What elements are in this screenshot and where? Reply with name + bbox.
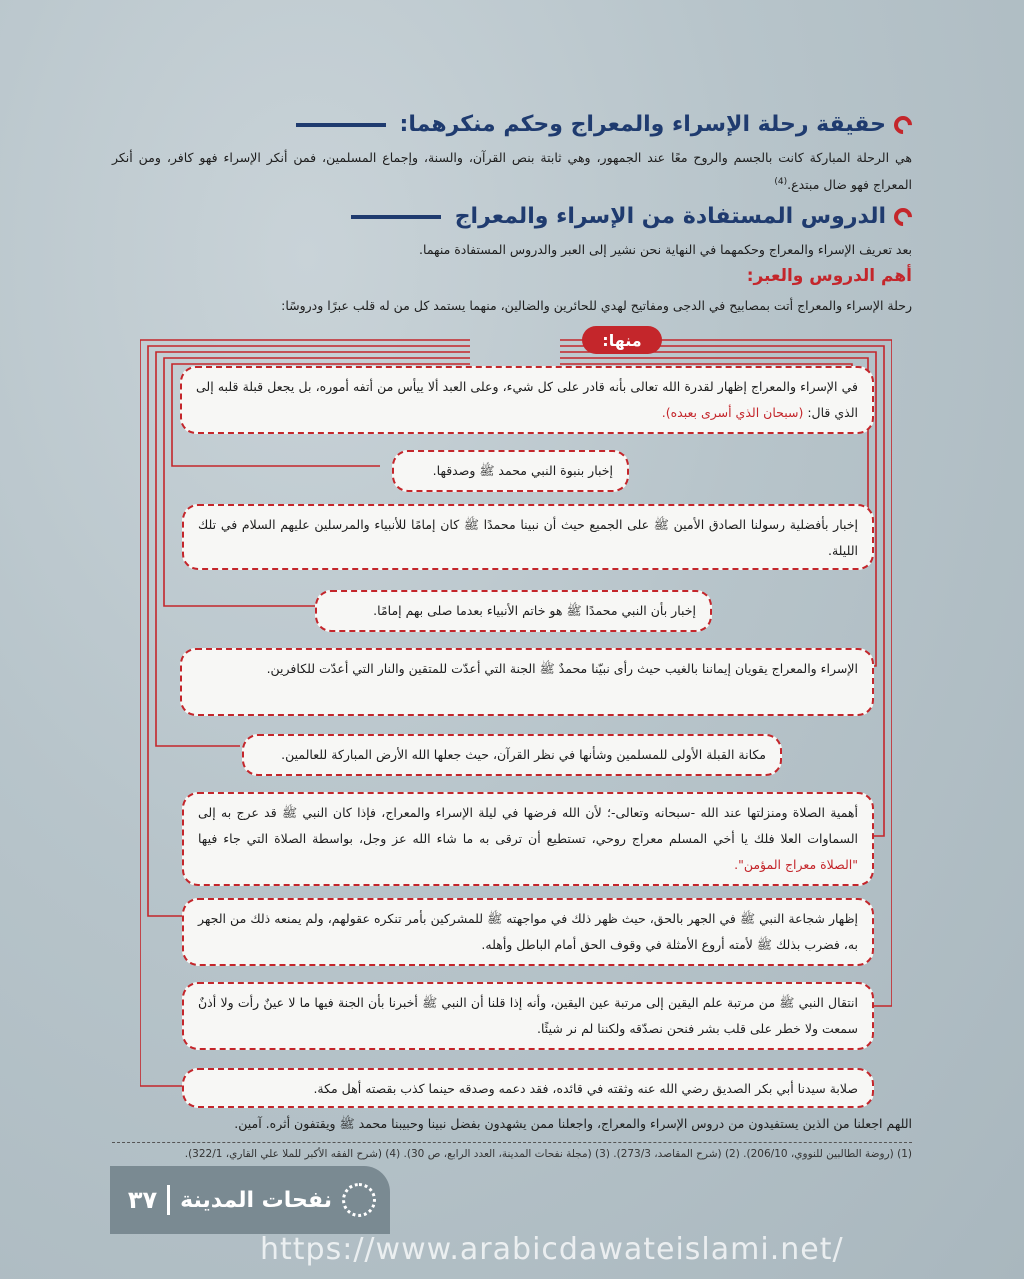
section3-text: رحلة الإسراء والمعراج أتت بمصابيح في الدجى ومفاتيح لهدي للحائرين والضالين، منهما يستمد كل من له قلب عبرًا ودروسًا: [281, 298, 912, 313]
page-number: ٣٧ [127, 1186, 158, 1214]
lesson-box-5: الإسراء والمعراج يقويان إيماننا بالغيب حيث رأى نبيّنا محمدٌ ﷺ الجنة التي أعدّت للمتقين والنار التي أعدّت للكافرين. [180, 648, 874, 716]
lesson-box-3: إخبار بأفضلية رسولنا الصادق الأمين ﷺ على الجميع حيث أن نبينا محمدًا ﷺ كان إمامًا للأنبياء والمرسلين عليهم السلام في تلك الليلة. [182, 504, 874, 570]
lesson-box-6: مكانة القبلة الأولى للمسلمين وشأنها في نظر القرآن، حيث جعلها الله الأرض المباركة للعالمين. [242, 734, 782, 776]
section1-heading: حقيقة رحلة الإسراء والمعراج وحكم منكرهما: [296, 112, 912, 137]
page-badge [110, 1166, 390, 1234]
footnotes: (1) (روضة الطالبين للنووي، 206/10). (2) (شرح المقاصد، 273/3). (3) (مجلة نفحات المدينة، العدد الرابع، ص 30). (4) (شرح الفقه الأكبر للملا علي القاري، 322/1). [184, 1148, 912, 1160]
section3-subheading: أهم الدروس والعبر: [746, 266, 912, 286]
lesson-box-8: إظهار شجاعة النبي ﷺ في الجهر بالحق، حيث ظهر ذلك في مواجهته ﷺ للمشركين بأمر تنكره عقولهم، ولم يمنعه ذلك من الجهر به، فضرب بذلك ﷺ لأمته أروع الأمثلة في وقوف الحق أمام الباطل وأهله. [182, 898, 874, 966]
section2-text: بعد تعريف الإسراء والمعراج وحكمهما في النهاية نحن نشير إلى العبر والدروس المستفادة منهما. [419, 242, 912, 257]
footnote-divider [112, 1142, 912, 1143]
footnote-ref: (4) [774, 177, 788, 187]
section2-heading: الدروس المستفادة من الإسراء والمعراج [351, 204, 912, 229]
heading-underline [351, 215, 441, 219]
badge-separator [167, 1185, 170, 1215]
section1-text: هي الرحلة المباركة كانت بالجسم والروح معًا عند الجمهور، وهي ثابتة بنص القرآن، والسنة، وإجماع المسلمين، فمن أنكر الإسراء فهو كافر، ومن أنكر المعراج فهو ضال مبتدع.$^{(4)}$ [112, 150, 912, 193]
tree-label-badge: منها: [582, 326, 662, 354]
lesson-box-7: أهمية الصلاة ومنزلتها عند الله -سبحانه وتعالى-؛ لأن الله فرضها في ليلة الإسراء والمعراج، فإذا كان النبي ﷺ قد عرج به إلى السماوات العلا فلك يا أخي المسلم معراج روحي، تستطيع أن ترقى به ما شاء الله عز وجل، بواسطة الصلاة التي جاء فيها "الصلاة معراج المؤمن". [182, 792, 874, 886]
lesson-box-4: إخبار بأن النبي محمدًا ﷺ هو خاتم الأنبياء بعدما صلى بهم إمامًا. [315, 590, 712, 632]
magazine-name: نفحات المدينة [180, 1187, 332, 1213]
circle-bullet-icon [890, 204, 915, 229]
lesson-box-10: صلابة سيدنا أبي بكر الصديق رضي الله عنه وثقته في قائده، فقد دعمه وصدقه حينما كذب بقصته أهل مكة. [182, 1068, 874, 1108]
magazine-emblem-icon [342, 1183, 376, 1217]
lesson-box-1: في الإسراء والمعراج إظهار لقدرة الله تعالى بأنه قادر على كل شيء، وعلى العبد ألا ييأس من أتفه أموره، بل يجعل قبلة قلبه إلى الذي قال: (سبحان الذي أسرى بعبده). [180, 366, 874, 434]
circle-bullet-icon [890, 112, 915, 137]
lesson-box-2: إخبار بنبوة النبي محمد ﷺ وصدقها. [392, 450, 629, 492]
lesson-box-9: انتقال النبي ﷺ من مرتبة علم اليقين إلى مرتبة عين اليقين، وأنه إذا قلنا أن النبي ﷺ أخبرنا بأن الجنة فيها ما لا عينٌ رأت ولا أذنٌ سمعت ولا خطر على قلب بشر فنحن نصدّقه ولكننا لم نر شيئًا. [182, 982, 874, 1050]
watermark-url: https://www.arabicdawateislami.net/ [260, 1232, 844, 1267]
heading-underline [296, 123, 386, 127]
closing-prayer: اللهم اجعلنا من الذين يستفيدون من دروس الإسراء والمعراج، واجعلنا ممن يشهدون بفضل نبينا وحبيبنا محمد ﷺ ويقتفون أثره. آمين. [234, 1116, 912, 1131]
